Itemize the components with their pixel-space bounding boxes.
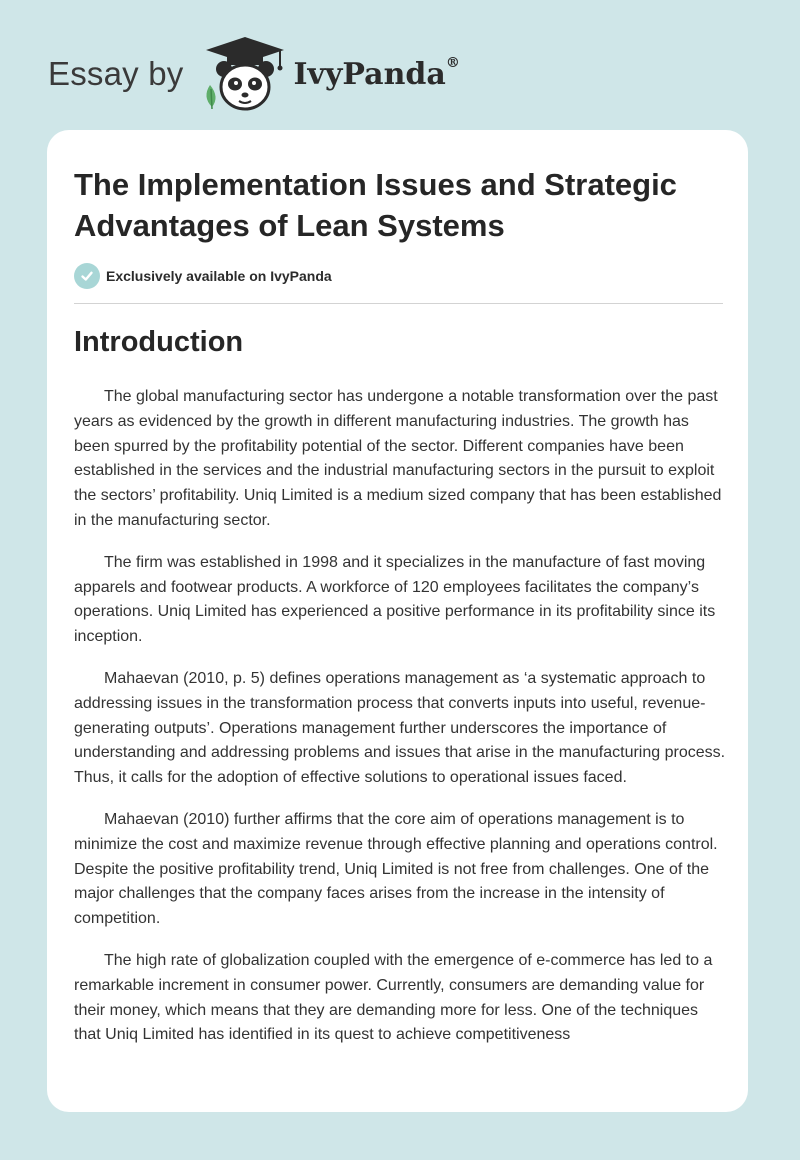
essay-by-label: Essay by: [48, 55, 184, 92]
section-heading: Introduction: [74, 326, 244, 358]
panda-graduate-icon[interactable]: [200, 35, 290, 113]
exclusive-badge: [74, 262, 332, 290]
paragraph: The firm was established in 1998 and it specializes in the manufacture of fast moving apparels and footwear products. A workforce of 120 employees facilitates the company’s operations. Uniq Limited has experienced a positive performance in its profitability since its inception.: [74, 553, 716, 646]
check-icon: [74, 263, 100, 289]
registered-mark: ®: [445, 54, 460, 71]
essay-card: [47, 130, 748, 1112]
paragraph: Mahaevan (2010, p. 5) defines operations management as ‘a systematic approach to addressing issues in the transformation process that converts inputs into useful, revenue-generating outputs’. Operations management further underscores the importance of understanding and addressing problems and issues that arise in the manufacturing process. Thus, it calls for the adoption of effective solutions to operational issues faced.: [74, 669, 726, 787]
essay-title: The Implementation Issues and Strategic Advantages of Lean Systems: [74, 167, 677, 243]
site-header: [48, 34, 460, 114]
brand-name[interactable]: [293, 54, 460, 92]
paragraph: Mahaevan (2010) further affirms that the core aim of operations management is to minimize the cost and maximize revenue through effective planning and operations control. Despite the positive profitability trend, Uniq Limited is not free from challenges. One of the major challenges that the company faces arises from the increase in the intensity of competition.: [74, 810, 718, 928]
divider: [74, 303, 723, 304]
paragraph: The global manufacturing sector has undergone a notable transformation over the past years as evidenced by the growth in different manufacturing industries. The growth has been spurred by the profitability potential of the sector. Different companies have been established in the services and the industrial manufacturing sectors in the pursuit to exploit the sectors’ profitability. Uniq Limited is a medium sized company that has been established in the manufacturing sector.: [74, 388, 722, 529]
brand-name-text: IvyPanda: [293, 56, 446, 92]
exclusive-badge-text: Exclusively available on IvyPanda: [106, 268, 332, 284]
essay-body: [74, 385, 726, 1065]
paragraph: The high rate of globalization coupled with the emergence of e-commerce has led to a remarkable increment in consumer power. Currently, consumers are demanding value for their money, which means that they are demanding more for less. One of the techniques that Uniq Limited has identified in its quest to achieve competitiveness: [74, 951, 713, 1044]
